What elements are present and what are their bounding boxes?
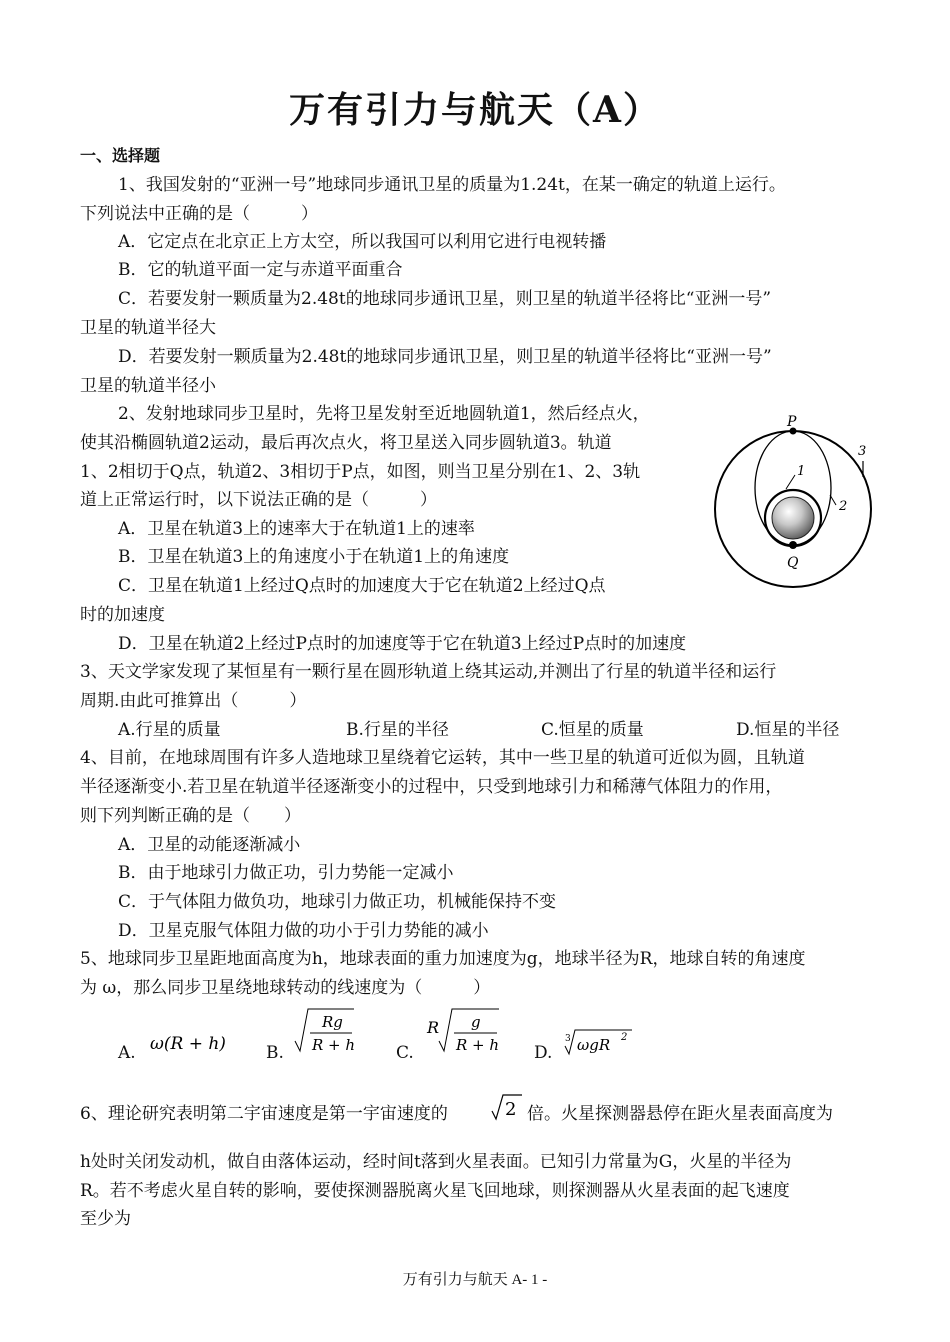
q6-stem-line-1b: 倍。火星探测器悬停在距火星表面高度为: [527, 1104, 833, 1124]
q2-option-d: D．卫星在轨道2上经过P点时的加速度等于它在轨道3上经过P点时的加速度: [118, 634, 687, 654]
q5-option-d-index: 3: [565, 1034, 571, 1044]
q3-stem-line-1: 3、天文学家发现了某恒星有一颗行星在圆形轨道上绕其运动,并测出了行星的轨道半径和运行: [80, 662, 777, 682]
label-2: 2: [839, 499, 848, 514]
q4-option-a: A．卫星的动能逐渐减小: [118, 835, 301, 855]
label-p: P: [787, 414, 797, 430]
q5-stem-line-2: 为 ω，那么同步卫星绕地球转动的线速度为（ ）: [80, 978, 491, 998]
q5-option-b-denominator: R + h: [312, 1036, 356, 1054]
q3-option-b: B.行星的半径: [346, 720, 449, 740]
q4-option-d: D．卫星克服气体阻力做的功小于引力势能的减小: [118, 921, 489, 941]
q5-option-d-label: D.: [534, 1043, 553, 1063]
q5-option-d-formula: [560, 1024, 640, 1068]
q5-option-c-formula: [425, 1003, 505, 1067]
q5-option-c-denominator: R + h: [456, 1036, 500, 1054]
q5-option-c-numerator: g: [471, 1013, 481, 1031]
q2-stem-line-4: 道上正常运行时，以下说法正确的是（ ）: [80, 490, 437, 510]
q5-option-a-expr: ω(R + h): [150, 1034, 226, 1054]
q1-option-a: A．它定点在北京正上方太空，所以我国可以利用它进行电视转播: [118, 232, 607, 252]
q1-option-b: B．它的轨道平面一定与赤道平面重合: [118, 260, 403, 280]
label-q: Q: [787, 555, 799, 571]
q5-option-b-label: B.: [266, 1043, 284, 1063]
point-q-dot: [789, 541, 797, 549]
q1-stem-line-2: 下列说法中正确的是（ ）: [80, 204, 318, 224]
q1-option-d-line-1: D．若要发射一颗质量为2.48t的地球同步通讯卫星，则卫星的轨道半径将比“亚洲一号”: [118, 347, 772, 367]
q6-sqrt-formula: [490, 1091, 526, 1129]
q1-option-c-line-1: C．若要发射一颗质量为2.48t的地球同步通讯卫星，则卫星的轨道半径将比“亚洲一号”: [118, 289, 772, 309]
label-1-leader: [786, 475, 795, 489]
q4-option-b: B．由于地球引力做正功，引力势能一定减小: [118, 863, 454, 883]
q3-option-a: A.行星的质量: [118, 720, 221, 740]
label-3: 3: [858, 444, 867, 459]
q3-option-c: C.恒星的质量: [541, 720, 644, 740]
q3-option-d: D.恒星的半径: [736, 720, 840, 740]
q2-stem-line-3: 1、2相切于Q点，轨道2、3相切于P点，如图，则当卫星分别在1、2、3轨: [80, 462, 641, 482]
q4-stem-line-2: 半径逐渐变小.若卫星在轨道半径逐渐变小的过程中，只受到地球引力和稀薄气体阻力的作用，: [80, 777, 783, 797]
q2-stem-line-1: 2、发射地球同步卫星时，先将卫星发射至近地圆轨道1，然后经点火，: [118, 404, 650, 424]
q2-option-c-line-2: 时的加速度: [80, 605, 165, 625]
q1-option-d-line-2: 卫星的轨道半径小: [80, 376, 216, 396]
page-footer: 万有引力与航天 A- 1 -: [402, 1272, 548, 1288]
q6-sqrt-arg: 2: [505, 1099, 517, 1120]
q5-option-b-numerator: Rg: [322, 1013, 343, 1031]
q5-option-a-formula: [148, 1028, 238, 1062]
q6-stem-line-3: R。若不考虑火星自转的影响，要使探测器脱离火星飞回地球，则探测器从火星表面的起飞速度: [80, 1181, 790, 1201]
q1-stem-line-1: 1、我国发射的“亚洲一号”地球同步通讯卫星的质量为1.24t，在某一确定的轨道上运行。: [118, 175, 786, 195]
earth-sphere: [772, 497, 814, 539]
q5-option-b-formula: [292, 1003, 362, 1067]
q4-option-c: C．于气体阻力做负功，地球引力做正功，机械能保持不变: [118, 892, 557, 912]
q2-option-c-line-1: C．卫星在轨道1上经过Q点时的加速度大于它在轨道2上经过Q点: [118, 576, 606, 596]
page-title: 万有引力与航天（A）: [289, 89, 661, 131]
q5-option-d-expr: ωgR: [577, 1036, 611, 1054]
section-heading: 一、选择题: [80, 146, 161, 165]
q4-stem-line-1: 4、目前，在地球周围有许多人造地球卫星绕着它运转，其中一些卫星的轨道可近似为圆，且轨道: [80, 748, 805, 768]
q2-stem-line-2: 使其沿椭圆轨道2运动，最后再次点火，将卫星送入同步圆轨道3。轨道: [80, 433, 612, 453]
label-1: 1: [797, 464, 806, 479]
orbit-diagram: [700, 405, 875, 599]
q2-option-b: B．卫星在轨道3上的角速度小于在轨道1上的角速度: [118, 547, 510, 567]
q5-option-c-label: C.: [396, 1043, 414, 1063]
q4-stem-line-3: 则下列判断正确的是（ ）: [80, 806, 301, 826]
q5-option-c-prefix: R: [427, 1018, 440, 1037]
label-2-leader: [830, 495, 836, 505]
q6-stem-line-1a: 6、理论研究表明第二宇宙速度是第一宇宙速度的: [80, 1104, 448, 1124]
q6-stem-line-4: 至少为: [80, 1209, 131, 1229]
q6-stem-line-2: h处时关闭发动机，做自由落体运动，经时间t落到火星表面。已知引力常量为G，火星的半径为: [80, 1152, 792, 1172]
q5-option-a-label: A.: [118, 1043, 136, 1063]
q5-stem-line-1: 5、地球同步卫星距地面高度为h，地球表面的重力加速度为g，地球半径为R，地球自转的角速度: [80, 949, 806, 969]
q3-stem-line-2: 周期.由此可推算出（ ）: [80, 691, 307, 711]
q5-option-d-exponent: 2: [621, 1032, 628, 1043]
q2-option-a: A．卫星在轨道3上的速率大于在轨道1上的速率: [118, 519, 475, 539]
q1-option-c-line-2: 卫星的轨道半径大: [80, 318, 216, 338]
